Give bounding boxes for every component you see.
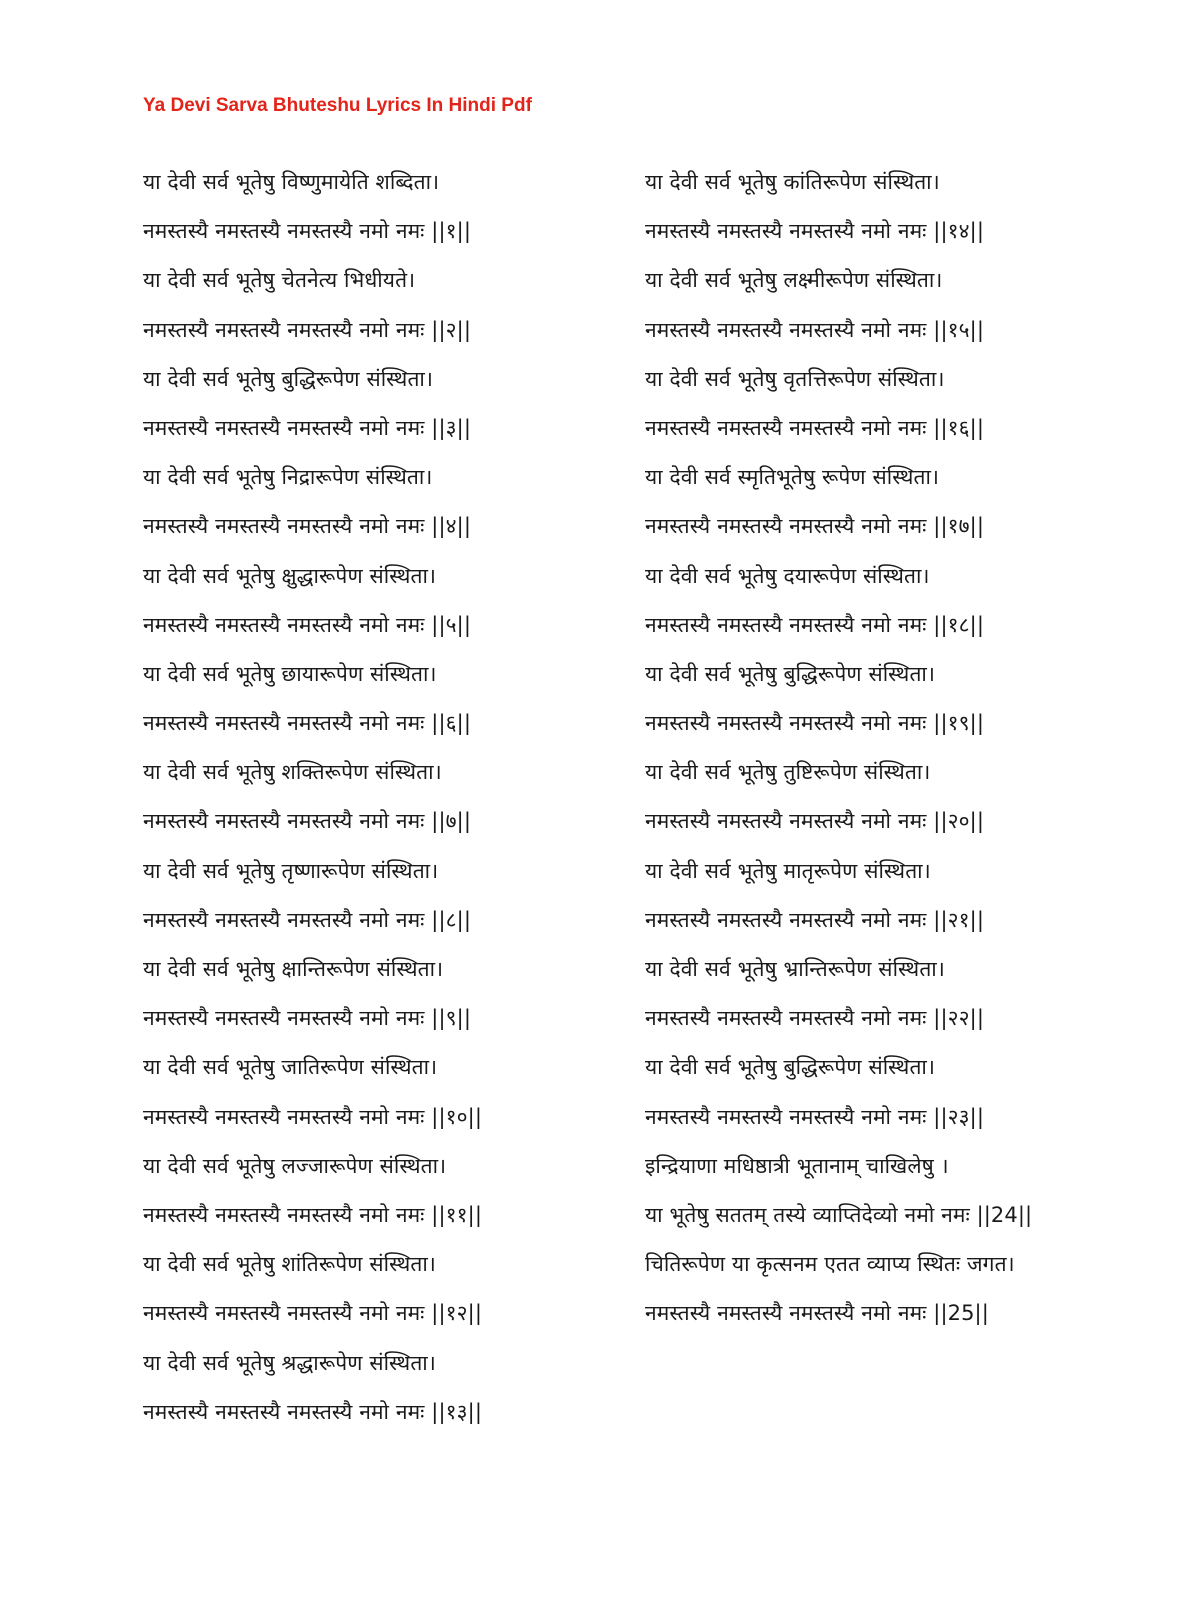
verse-line: नमस्तस्यै नमस्तस्यै नमस्तस्यै नमो नमः ||८||: [143, 907, 472, 932]
verse-line: नमस्तस्यै नमस्तस्यै नमस्तस्यै नमो नमः ||६||: [143, 711, 472, 736]
verse-line: नमस्तस्यै नमस्तस्यै नमस्तस्यै नमो नमः ||१||: [143, 219, 472, 244]
verse-line: नमस्तस्यै नमस्तस्यै नमस्तस्यै नमो नमः ||१२||: [143, 1301, 483, 1326]
verse-line: या देवी सर्व भूतेषु वृतत्तिरूपेण संस्थिता।: [645, 366, 945, 391]
verse-line: या देवी सर्व भूतेषु तृष्णारूपेण संस्थिता।: [143, 858, 439, 883]
left-column: [143, 164, 482, 1443]
verse-line: या देवी सर्व भूतेषु शक्तिरूपेण संस्थिता।: [143, 760, 442, 785]
verse-line: नमस्तस्यै नमस्तस्यै नमस्तस्यै नमो नमः ||७||: [143, 809, 472, 834]
verse-line: या देवी सर्व भूतेषु छायारूपेण संस्थिता।: [143, 661, 437, 686]
verse-line: नमस्तस्यै नमस्तस्यै नमस्तस्यै नमो नमः ||१६||: [645, 415, 985, 440]
verse-line: या देवी सर्व भूतेषु विष्णुमायेति शब्दिता।: [143, 170, 440, 194]
verse-line: या देवी सर्व भूतेषु बुद्धिरूपेण संस्थिता।: [645, 661, 936, 686]
verse-line: या देवी सर्व भूतेषु श्रद्धारूपेण संस्थिता।: [143, 1350, 436, 1375]
verse-line: या देवी सर्व भूतेषु भ्रान्तिरूपेण संस्थिता।: [645, 957, 945, 981]
verse-line: नमस्तस्यै नमस्तस्यै नमस्तस्यै नमो नमः ||१०||: [143, 1104, 483, 1129]
verse-line: नमस्तस्यै नमस्तस्यै नमस्तस्यै नमो नमः ||१८||: [645, 612, 985, 637]
verse-line: नमस्तस्यै नमस्तस्यै नमस्तस्यै नमो नमः ||२२||: [645, 1006, 985, 1031]
verse-line: नमस्तस्यै नमस्तस्यै नमस्तस्यै नमो नमः ||१७||: [645, 514, 985, 539]
verse-line: या देवी सर्व भूतेषु चेतनेत्य भिधीयते।: [143, 268, 416, 293]
verse-line: या देवी सर्व भूतेषु तुष्टिरूपेण संस्थिता।: [645, 760, 931, 785]
verse-line: नमस्तस्यै नमस्तस्यै नमस्तस्यै नमो नमः ||४||: [143, 514, 472, 539]
verse-line: या देवी सर्व भूतेषु जातिरूपेण संस्थिता।: [143, 1055, 438, 1080]
verse-line: या देवी सर्व भूतेषु क्षुद्धारूपेण संस्थिता।: [143, 563, 437, 588]
verse-line: नमस्तस्यै नमस्तस्यै नमस्तस्यै नमो नमः ||११||: [143, 1202, 483, 1227]
verse-line: नमस्तस्यै नमस्तस्यै नमस्तस्यै नमो नमः ||९||: [143, 1006, 472, 1031]
verse-line: नमस्तस्यै नमस्तस्यै नमस्तस्यै नमो नमः ||१४||: [645, 219, 985, 244]
verse-line: नमस्तस्यै नमस्तस्यै नमस्तस्यै नमो नमः ||२३||: [645, 1104, 985, 1129]
verse-line: नमस्तस्यै नमस्तस्यै नमस्तस्यै नमो नमः ||१३||: [143, 1399, 483, 1424]
verse-line: या देवी सर्व भूतेषु लक्ष्मीरूपेण संस्थिता।: [645, 268, 943, 293]
verse-line: या देवी सर्व भूतेषु निद्रारूपेण संस्थिता।: [143, 465, 433, 490]
verse-line: नमस्तस्यै नमस्तस्यै नमस्तस्यै नमो नमः ||१५||: [645, 317, 985, 342]
verse-line: या देवी सर्व भूतेषु बुद्धिरूपेण संस्थिता।: [143, 366, 434, 391]
verse-line: नमस्तस्यै नमस्तस्यै नमस्तस्यै नमो नमः ||३||: [143, 415, 472, 440]
verse-line: इन्द्रियाणा मधिष्ठात्री भूतानाम् चाखिलेषु ।: [645, 1153, 949, 1178]
verse-line: या देवी सर्व भूतेषु बुद्धिरूपेण संस्थिता।: [645, 1055, 936, 1080]
verse-line: चितिरूपेण या कृत्सनम एतत व्याप्य स्थितः जगत।: [645, 1252, 1015, 1277]
verse-line: या देवी सर्व भूतेषु शांतिरूपेण संस्थिता।: [143, 1252, 436, 1277]
verse-line: या देवी सर्व भूतेषु दयारूपेण संस्थिता।: [645, 563, 930, 588]
verse-line: या देवी सर्व स्मृतिभूतेषु रूपेण संस्थिता।: [645, 465, 940, 490]
verse-line: नमस्तस्यै नमस्तस्यै नमस्तस्यै नमो नमः ||५||: [143, 612, 472, 637]
verse-line: या भूतेषु सततम् तस्ये व्याप्तिदेव्यो नमो नमः ||24||: [645, 1202, 1033, 1227]
right-column: [645, 164, 1032, 1345]
verse-line: या देवी सर्व भूतेषु कांतिरूपेण संस्थिता।: [645, 170, 940, 194]
verse-line: नमस्तस्यै नमस्तस्यै नमस्तस्यै नमो नमः ||२१||: [645, 907, 985, 932]
verse-line: या देवी सर्व भूतेषु क्षान्तिरूपेण संस्थिता।: [143, 957, 444, 981]
verse-line: या देवी सर्व भूतेषु लज्जारूपेण संस्थिता।: [143, 1153, 447, 1178]
verse-line: नमस्तस्यै नमस्तस्यै नमस्तस्यै नमो नमः ||२||: [143, 317, 472, 342]
verse-line: या देवी सर्व भूतेषु मातृरूपेण संस्थिता।: [645, 858, 931, 883]
document-title: Ya Devi Sarva Bhuteshu Lyrics In Hindi Pdf: [143, 95, 532, 116]
verse-line: नमस्तस्यै नमस्तस्यै नमस्तस्यै नमो नमः ||२०||: [645, 809, 985, 834]
verse-line: नमस्तस्यै नमस्तस्यै नमस्तस्यै नमो नमः ||25||: [645, 1301, 989, 1326]
verse-line: नमस्तस्यै नमस्तस्यै नमस्तस्यै नमो नमः ||१९||: [645, 711, 985, 736]
